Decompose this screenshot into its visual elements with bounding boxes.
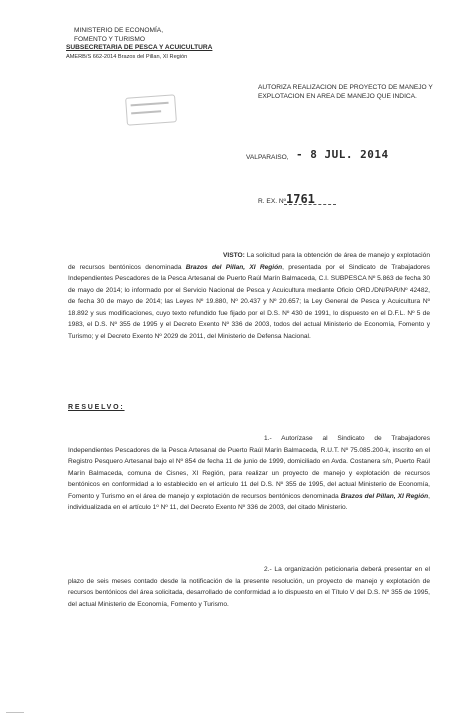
resuelvo-heading: RESUELVO: <box>68 404 125 411</box>
official-stamp <box>124 92 180 126</box>
exento-number-block <box>258 192 378 208</box>
visto-paragraph <box>68 250 430 342</box>
subsecretaria-name: SUBSECRETARIA DE PESCA Y ACUICULTURA <box>66 44 213 52</box>
article-1-area-name: Brazos del Pillan, XI Región <box>340 492 429 500</box>
article-2-text: La organización peticionaria deberá presentar en el plazo de seis meses contado desde la notificación de la presente resolución, un proyecto de manejo y explotación de recursos bentónicos del área solicitada, desarrollado de conformidad a lo dispuesto en el Título V del D.S. Nº 355 de 1995, del actual Ministerio de Economía, Fomento y Turismo. <box>68 566 430 608</box>
article-1-number: 1.- <box>264 435 272 442</box>
exento-underline <box>284 204 336 205</box>
place-and-date <box>246 148 446 164</box>
page-corner-mark <box>6 712 24 721</box>
article-1-text-continued: , individualizada en el artículo 1º Nº 11, del Decreto Exento Nº 336 de 2003, del citado Ministerio. <box>68 492 430 511</box>
visto-area-name: Brazos del Pillan, XI Región <box>185 263 283 271</box>
article-1 <box>68 433 430 514</box>
ministry-name-line2: FOMENTO Y TURISMO <box>74 35 145 43</box>
exento-number: 1761 <box>286 192 315 206</box>
place-label: VALPARAISO, <box>246 154 289 161</box>
visto-label: VISTO: <box>223 252 245 259</box>
article-2 <box>68 564 430 610</box>
stamp-border <box>125 94 177 125</box>
visto-text: La solicitud para la obtención de área de manejo y explotación de recursos bentónicos denominada <box>68 252 430 271</box>
article-1-text: Autorízase al Sindicato de Trabajadores Independientes Pescadores de la Pesca Artesanal de Puerto Raúl Marín Balmaceda, R.U.T. Nº 75.085.200-k, inscrito en el Registro Pesquero Artesanal bajo el Nº 854 de fecha 11 de junio de 1999, domiciliado en Avda. Costanera s/n, Puerto Raúl Marín Balmaceda, comuna de Cisnes, XI Región, para realizar un proyecto de manejo y explotación de recursos bentónicos en conformidad a lo establecido en el artículo 11 del D.S. Nº 355 de 1995, del actual Ministerio de Economía, Fomento y Turismo en el área de manejo y explotación de recursos bentónicos denominada <box>68 435 430 500</box>
article-2-number: 2.- <box>264 566 272 573</box>
exento-label: R. EX. Nº <box>258 198 287 205</box>
ministry-name: MINISTERIO DE ECONOMÍA, <box>74 27 164 34</box>
visto-text-continued: , presentada por el Sindicato de Trabajadores Independientes Pescadores de la Pesca Artesanal de Puerto Raúl Marín Balmaceda, C.I. SUBPESCA Nº 5.863 de fecha 30 de mayo de 2014; lo informado por el Servicio Nacional de Pesca y Acuicultura mediante Oficio ORD./DN/PAR/Nº 42482, de fecha 30 de mayo de 2014; las Leyes Nº 19.880, Nº 20.437 y Nº 20.657; la Ley General de Pesca y Acuicultura Nº 18.892 y sus modificaciones, cuyo texto refundido fue fijado por el D.S. Nº 430 de 1991, lo dispuesto en el D.F.L. Nº 5 de 1983, el D.S. Nº 355 de 1995 y el Decreto Exento Nº 336 de 2003, todos del actual Ministerio de Economía, Fomento y Turismo; y el Decreto Exento Nº 2029 de 2011, del Ministerio de Defensa Nacional. <box>68 263 430 340</box>
ministry-header <box>66 27 212 61</box>
resolution-subject: AUTORIZA REALIZACION DE PROYECTO DE MANEJO Y EXPLOTACION EN AREA DE MANEJO QUE INDICA. <box>258 84 433 100</box>
reference-code: AMERB/S 662-2014 Brazos del Pillan, XI Región <box>66 53 188 60</box>
date-stamp: - 8 JUL. 2014 <box>296 148 389 161</box>
